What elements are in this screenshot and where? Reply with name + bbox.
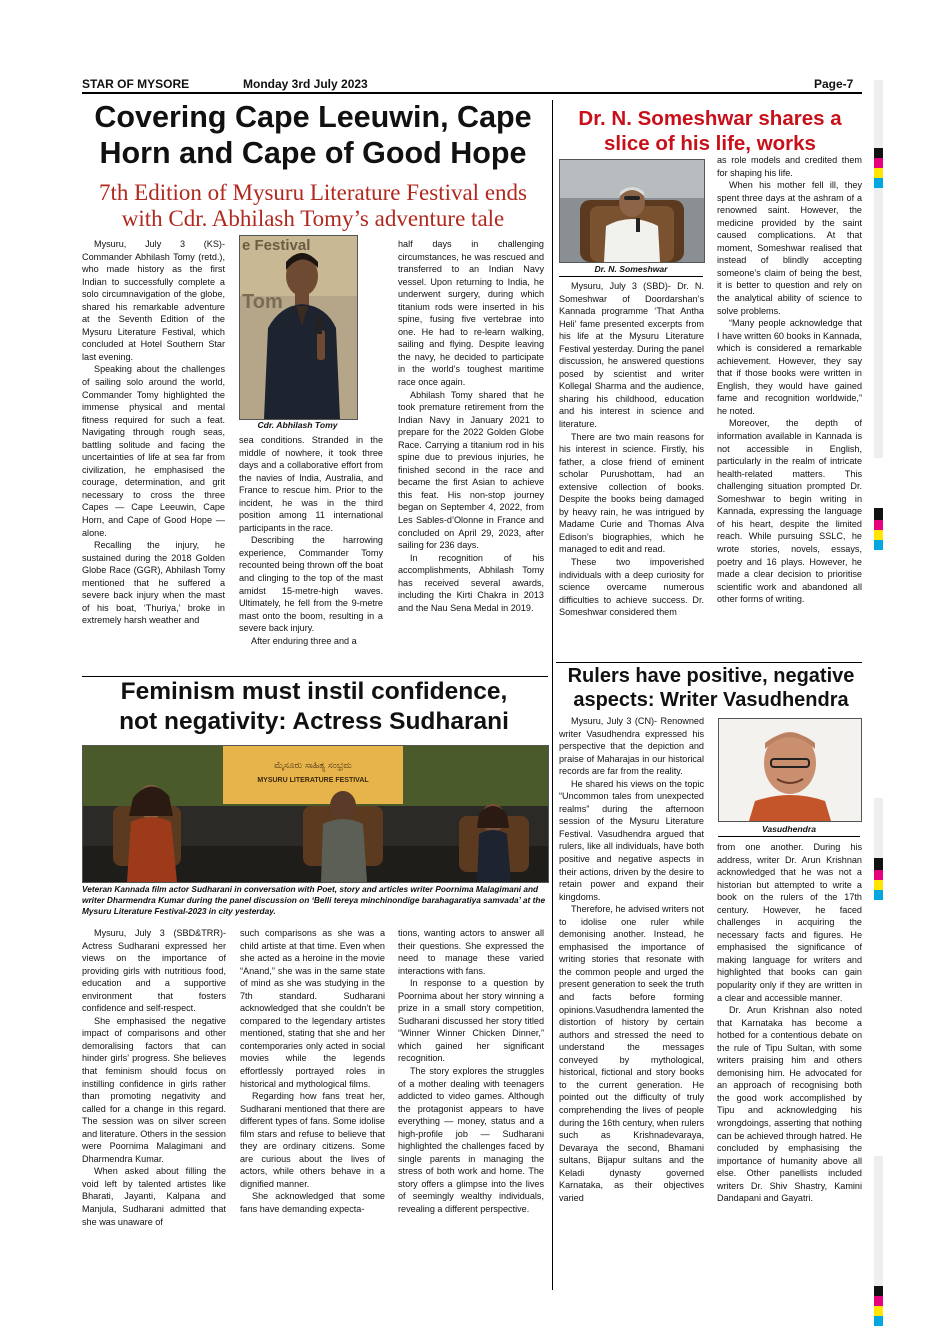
story4-col1-para: Mysuru, July 3 (CN)- Renowned writer Vasudhendra expressed his perspective that the depiction and praise of Maharajas in our historical records are far from the reality. xyxy=(559,716,704,777)
story2-col2-para: Moreover, the depth of information available in Kannada is not accessible in English, particularly in the realm of intricate health-related matters. This challenging situation prompted Dr. Someshwar to begin writing in Kannada, expressing the language of his heart, despite the limited reach. While pursuing SSLC, he wrote stories, novels, essays, poetry and 16 plays. However, he made a clear decision to prioritise scientific work and abandoned all other forms of writing. xyxy=(717,418,862,605)
story3-headline xyxy=(78,677,550,737)
story3-col1-para: When asked about filling the void left by talented artistes like Bharati, Jayanti, Kalpana and Manjula, Sudharani admitted that she was unaware of xyxy=(82,1166,226,1227)
masthead-page-number: Page-7 xyxy=(814,77,854,91)
story1-photo-caption: Cdr. Abhilash Tomy xyxy=(257,420,338,430)
story3-column-3 xyxy=(398,927,544,1265)
story2-caption-rule xyxy=(559,276,703,277)
story3-col1-para: Mysuru, July 3 (SBD&TRR)- Actress Sudharani expressed her views on the importance of providing girls with nutritious food, education and a supportive environment that fosters confidence and self-respect. xyxy=(82,928,226,1014)
column-divider xyxy=(552,100,553,1290)
abhilash-tomy-photo xyxy=(239,235,358,420)
story1-column-2 xyxy=(239,434,383,674)
story2-headline-line1: Dr. N. Someshwar shares a xyxy=(578,107,842,130)
sudharani-panel-photo xyxy=(82,745,549,883)
story2-headline xyxy=(556,107,864,156)
story2-column-2 xyxy=(717,154,862,658)
story4-headline-line1: Rulers have positive, negative xyxy=(567,665,855,687)
someshwar-photo xyxy=(559,159,705,263)
story4-col1-para: He shared his views on the topic “Uncommon tales from unexpected realms” during the afternoon session of the Mysuru Literature Festival. Vasudhendra argued that rulers, like all individuals, have both positive and negative aspects in their actions, driven by the desire to retain power and expand their kingdoms. xyxy=(559,778,704,902)
story2-photo-caption: Dr. N. Someshwar xyxy=(594,264,668,274)
story4-column-2 xyxy=(717,841,862,1265)
story3-photo-caption: Veteran Kannada film actor Sudharani in conversation with Poet, story and articles writer Poornima Malagimani and writer Dharmendra Kumar during the panel discussion on ‘Belli tereya minchinondige barahagaratiya samvada’ at the Mysuru Literature Festival-2023 in city yesterday. xyxy=(82,884,546,916)
story3-column-2 xyxy=(240,927,385,1265)
story1-subheadline xyxy=(78,180,548,233)
story3-col3-para: The story explores the struggles of a mother dealing with teenagers addicted to video games. Although the protagonist appears to have everything — money, status and a high-profile job — Sudharani highlighted the challenges faced by single parents in managing the stress of both work and home. The story offers a glimpse into the lives of seemingly wealthy individuals, revealing a different perspective. xyxy=(398,1066,544,1215)
banner-kannada-text: ಮೈಸೂರು ಸಾಹಿತ್ಯ ಸಂಭ್ರಮ xyxy=(274,761,352,771)
story1-headline xyxy=(78,100,548,172)
story3-col2-para: such comparisons as she was a child artiste at that time. Even when she acted as a heroine in the movie “Anand,” she was in the same state of mind as she was studying in the 7th standard. Sudharani acknowledged that she couldn’t be compared to the legendary artistes mentioned, stating that she and her contemporaries only acted in social movies while the legends effortlessly portrayed roles in historical and mythological films. xyxy=(240,928,385,1089)
story1-col3-para: In recognition of his accomplishments, Abhilash Tomy has received several awards, including the Kirti Chakra in 2013 and the Nau Sena Medal in 2019. xyxy=(398,552,544,613)
story1-column-3 xyxy=(398,238,544,674)
story1-headline-line1: Covering Cape Leeuwin, Cape xyxy=(94,100,532,134)
masthead-date: Monday 3rd July 2023 xyxy=(243,77,368,91)
photo-banner-text-2: Tom xyxy=(242,291,283,313)
story1-col1-para: Mysuru, July 3 (KS)- Commander Abhilash Tomy (retd.), who made history as the first Indian to successfully complete a solo circumnavigation of the globe, shared his remarkable adventure at the Seventh Edition of the Mysuru Literature Festival, which concluded at Hotel Southern Star last evening. xyxy=(82,239,225,362)
story1-column-1 xyxy=(82,238,225,674)
masthead-rule xyxy=(82,92,862,94)
story2-col2-para: When his mother fell ill, they spent three days at the ashram of a renowned saint. However, the medicine provided by the saint caused complications. At that moment, Someshwar realised that instead of blindly accepting someone’s claim of being the best, it is better to question and rely on the analytical ability of science to solve problems. xyxy=(717,180,862,316)
story2-col2-para: “Many people acknowledge that I have written 60 books in Kannada, which is considered a remarkable achievement. However, they say that if those books were written in English, they would have gained fame and recognition worldwide,” he noted. xyxy=(717,318,862,416)
vasudhendra-photo xyxy=(718,718,862,822)
story1-col2-para: After enduring three and a xyxy=(251,635,357,646)
story4-col2-para: Dr. Arun Krishnan also noted that Karnataka has become a hotbed for a contentious debate on the rule of Tipu Sultan, with some writers praising him and others demonising him. He advocated for an approach of recognising both the good work accomplished by Tipu and acknowledging his wrongdoings, asserting that nothing can be achieved through hatred. He concluded by emphasising the importance of humanity above all else. Other panellists included writers Dr. Shiv Shastry, Kamini Dandapani and Gayatri. xyxy=(717,1005,862,1204)
story2-col2-para: as role models and credited them for shaping his life. xyxy=(717,155,862,178)
story2-col1-para: Mysuru, July 3 (SBD)- Dr. N. Someshwar of Doordarshan’s Kannada programme ‘That Antha Heli’ fame presented excerpts from his life at the Mysuru Literature Festival yesterday. During the panel discussion, he answered questions posed by scientist and writer Kollegal Sharma and the audience, sharing his childhood, education and his interest in science and literature. xyxy=(559,281,704,430)
story3-col3-para: In response to a question by Poornima about her story winning a prize in a small story competition, Sudharani discussed her story titled “Winner Winner Chicken Dinner,” which gained her significant recognition. xyxy=(398,978,544,1064)
story2-col1-para: These two impoverished individuals with a deep curiosity for science overcame numerous difficulties to achieve success. Dr. Someshwar considered them xyxy=(559,557,704,618)
story4-col2-para: from one another. During his address, writer Dr. Arun Krishnan acknowledged that he was not a historian but attempted to write a book on the rulers of the 17th century. However, he faced challenges in acquiring the necessary facts and figures. He emphasised the significance of making language for writers and highlighted that books can gain popularity only if they are written in a clear and accessible manner. xyxy=(717,842,862,1003)
photo-banner-text: e Festival xyxy=(242,237,311,254)
story2-column-1 xyxy=(559,280,704,658)
story3-headline-line1: Feminism must instil confidence, xyxy=(120,678,508,705)
vasudhendra-illustration xyxy=(719,719,861,821)
story2-headline-line2: slice of his life, works xyxy=(604,131,816,155)
story4-column-1 xyxy=(559,715,704,1265)
story4-photo-caption: Vasudhendra xyxy=(761,824,817,834)
story1-col3-para: half days in challenging circumstances, he was rescued and transferred to an Indian Navy vessel. Upon returning to India, he underwent surgery, during which titanium rods were inserted in his spine, fusing five vertebrae into one. He had to re-learn walking, sailing and flying. Despite leaving the navy, he decided to participate in the world’s toughest maritime race once again. xyxy=(398,239,544,388)
story3-col2-para: She acknowledged that some fans have demanding expecta- xyxy=(240,1191,385,1215)
story1-sub-line2: with Cdr. Abhilash Tomy’s adventure tale xyxy=(121,206,505,232)
abhilash-tomy-illustration xyxy=(240,236,357,419)
story3-headline-line2: not negativity: Actress Sudharani xyxy=(119,707,509,735)
story1-col2-para: sea conditions. Stranded in the middle of nowhere, it took three days and a collaborative effort from the navies of India, Australia, and France to rescue him. Prior to the incident, he was in the third position among 11 international participants in the race. xyxy=(239,435,383,533)
story1-sub-line1: 7th Edition of Mysuru Literature Festival ends xyxy=(99,180,527,205)
banner-english-text: MYSURU LITERATURE FESTIVAL xyxy=(257,777,369,784)
story1-col1-para: Recalling the injury, he sustained during the 2018 Golden Globe Race (GGR), Abhilash Tomy mentioned that he suffered a severe back injury when the mast of his boat, ‘Thuriya,’ broke in extremely harsh weather and xyxy=(82,540,225,626)
story4-col1-para: Therefore, he advised writers not to idolise one ruler while demonising another. Instead, he emphasised the importance of writing stories that resonate with the common people and urged the present generation to seek the truth and facts before forming opinions.Vasudhendra lamented the distortion of history by certain authors and stressed the need to understand the messages conveyed by mythological, historical, fictional and story books to the current generation. He pointed out the difficulty of truly comprehending the lives of people during the 16th century, when rulers such as Krishnadevaraya, Devaraya the second, Bhamani sultans, Bijapur sultans and the Keladi dynasty governed Karnataka, as their objectives varied xyxy=(559,904,704,1203)
story2-col1-para: There are two main reasons for his interest in science. Firstly, his father, a close friend of eminent scholar Purushottam, had an extensive collection of books. Despite the books being damaged by heavy rain, he was intrigued by Madame Curie and Thomas Alva Edison’s biographies, which he managed to edit and read. xyxy=(559,431,704,555)
story4-caption-rule xyxy=(718,836,860,837)
story1-col2-para: Describing the harrowing experience, Commander Tomy recounted being thrown off the boat and clinging to the top of the mast amidst 15-metre-high waves. Ultimately, he fell from the 9-metre mast onto the boom, resulting in a severe back injury. xyxy=(239,535,383,634)
story4-top-rule xyxy=(556,662,862,663)
story3-col3-para: tions, wanting actors to answer all their questions. She expressed the need to manage these varied interactions with fans. xyxy=(398,928,544,976)
story1-headline-line2: Horn and Cape of Good Hope xyxy=(99,135,527,170)
story3-column-1 xyxy=(82,927,226,1265)
story4-headline-line2: aspects: Writer Vasudhendra xyxy=(573,689,849,712)
story1-col1-para: Speaking about the challenges of sailing solo around the world, Commander Tomy highlighted the immense physical and mental fitness required for such a feat. Navigating through rough seas, battling solitude and facing the uncertainties of life at sea far from civilization, he emphasised the courage, determination, and grit necessary to cross the three Capes — Cape Leeuwin, Cape Horn, and Cape of Good Hope — alone. xyxy=(82,364,225,538)
story3-col2-para: Regarding how fans treat her, Sudharani mentioned that there are different types of fans. Some idolise film stars and refuse to believe that they are ordinary citizens. Some are curious about the lives of actors, while others behave in a dignified manner. xyxy=(240,1091,385,1189)
masthead-paper-name: STAR OF MYSORE xyxy=(82,77,190,91)
story4-headline xyxy=(556,664,866,713)
story3-col1-para: She emphasised the negative impact of comparisons and other demoralising factors that can hinder girls’ progress. She believes that feminism should focus on instilling confidence in girls rather than promoting negativity and called for a change in this regard. The session was on silver screen and literature. Others in the session were Poornima Malagimani and Dharmendra Kumar. xyxy=(82,1015,226,1164)
someshwar-illustration xyxy=(560,160,704,262)
panel-discussion-illustration xyxy=(83,746,548,882)
story1-col3-para: Abhilash Tomy shared that he took premature retirement from the Indian Navy in January 2021 to prepare for the 2022 Golden Globe Race. Carrying a titanium rod in his spine due to previous injuries, he finished second in the race and became the first Asian to achieve this feat. His non-stop journey began on September 4, 2022, from Les Sables-d’Olonne in France and concluded on April 29, 2023, after sailing for 236 days. xyxy=(398,389,544,551)
